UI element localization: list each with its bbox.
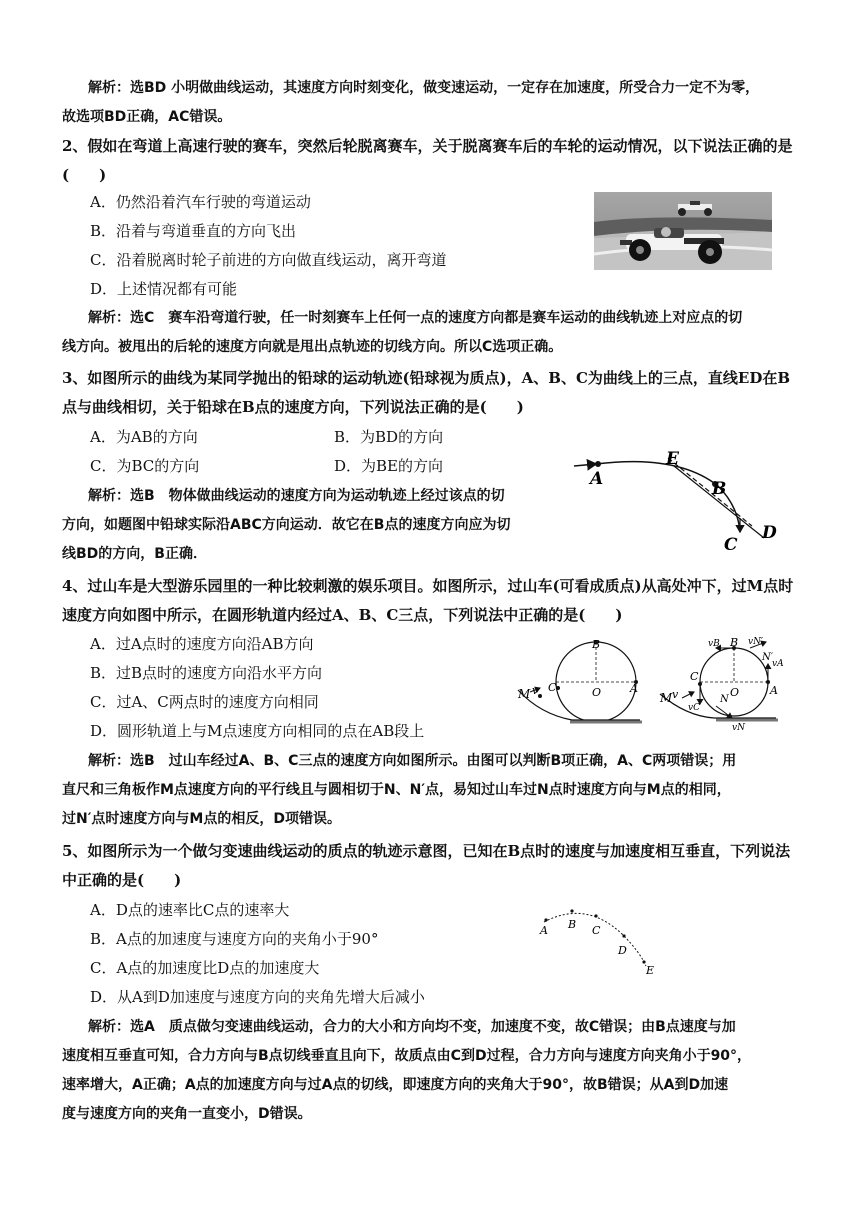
q5-analysis-line-4: 度与速度方向的夹角一直变小，D错误。 xyxy=(62,1106,312,1122)
q4-analysis-line-3: 过N′点时速度方向与M点的相反，D项错误。 xyxy=(62,811,341,827)
race-car-photo xyxy=(594,192,772,270)
q2-stem-line-2: ( ) xyxy=(62,166,107,184)
q4-right-label-a: A xyxy=(770,684,778,697)
q5-label-e: E xyxy=(646,964,655,977)
q5-stem-line-2: 中正确的是( ) xyxy=(62,871,182,889)
q4-right-label-vn-prime: vN′ xyxy=(748,637,764,647)
q4-option-a: A．过A点时的速度方向沿AB方向 xyxy=(90,635,314,653)
q4-right-label-va: vA xyxy=(772,659,784,669)
q4-right-label-vn: vN xyxy=(732,723,745,733)
q4-left-label-v: v xyxy=(532,684,539,697)
q4-stem-line-1: 4、过山车是大型游乐园里的一种比较刺激的娱乐项目。如图所示，过山车(可看成质点)从高处冲下，过M点时 xyxy=(62,577,794,595)
q3-stem-line-2: 点与曲线相切，关于铅球在B点的速度方向，下列说法正确的是( ) xyxy=(62,398,524,416)
q2-analysis-line-2: 线方向。被甩出的后轮的速度方向就是甩出点轨迹的切线方向。所以C选项正确。 xyxy=(62,339,563,355)
intro-analysis-line-1: 解析：选BD 小明做曲线运动，其速度方向时刻变化，做变速运动，一定存在加速度，所受合力一定不为零， xyxy=(88,80,760,96)
q5-label-d: D xyxy=(618,944,627,957)
q4-right-label-vc: vC xyxy=(688,703,700,713)
q3-option-a: A．为AB的方向 xyxy=(90,428,198,446)
q5-option-b: B．A点的加速度与速度方向的夹角小于90° xyxy=(90,930,379,948)
q4-right-label-c: C xyxy=(690,670,699,683)
q4-left-label-m: M xyxy=(518,687,531,701)
q4-right-label-n-prime: N′ xyxy=(762,652,774,663)
q5-analysis-line-2: 速度相互垂直可知，合力方向与B点切线垂直且向下，故质点由C到D过程，合力方向与速度方向夹角小于90°， xyxy=(62,1048,752,1064)
q5-label-c: C xyxy=(592,924,601,937)
intro-analysis-line-2: 故选项BD正确，AC错误。 xyxy=(62,109,232,125)
q3-analysis-line-2: 方向，如题图中铅球实际沿ABC方向运动．故它在B点的速度方向应为切 xyxy=(62,517,511,533)
q2-analysis-line-1: 解析：选C 赛车沿弯道行驶，任一时刻赛车上任何一点的速度方向都是赛车运动的曲线轨迹上对应点的切 xyxy=(88,310,743,326)
q4-stem-line-2: 速度方向如图中所示，在圆形轨道内经过A、B、C三点，下列说法中正确的是( ) xyxy=(62,606,623,624)
q3-label-a: A xyxy=(590,469,604,489)
q4-left-label-c: C xyxy=(548,681,557,694)
q4-analysis-line-1: 解析：选B 过山车经过A、B、C三点的速度方向如图所示。由图可以判断B项正确，A、C两项错误；用 xyxy=(88,753,737,769)
q4-left-label-b: B xyxy=(592,638,601,651)
q3-stem-line-1: 3、如图所示的曲线为某同学抛出的铅球的运动轨迹(铅球视为质点)，A、B、C为曲线上的三点，直线ED在B xyxy=(62,369,791,387)
q2-option-c: C．沿着脱离时轮子前进的方向做直线运动，离开弯道 xyxy=(90,251,447,269)
q4-right-label-vb: vB xyxy=(708,639,720,649)
shot-put-trajectory-figure xyxy=(568,446,784,558)
roller-coaster-figure xyxy=(510,636,800,736)
q3-label-c: C xyxy=(724,535,738,555)
q3-analysis-line-3: 线BD的方向，B正确． xyxy=(62,546,207,562)
q3-option-c: C．为BC的方向 xyxy=(90,457,200,475)
q4-option-c: C．过A、C两点时的速度方向相同 xyxy=(90,693,319,711)
q5-option-c: C．A点的加速度比D点的加速度大 xyxy=(90,959,320,977)
q5-analysis-line-3: 速率增大，A正确；A点的加速度方向与过A点的切线，即速度方向的夹角大于90°，故B错误；从A到D加速 xyxy=(62,1077,729,1093)
roller-coaster-right-loop xyxy=(659,636,784,733)
q4-right-label-v: v xyxy=(672,688,679,701)
q4-option-d: D．圆形轨道上与M点速度方向相同的点在AB段上 xyxy=(90,722,425,740)
particle-trajectory-figure xyxy=(536,906,666,978)
q3-label-e: E xyxy=(666,449,679,469)
q4-right-label-o: O xyxy=(730,686,740,699)
q4-left-label-a: A xyxy=(630,682,638,695)
q2-option-d: D．上述情况都有可能 xyxy=(90,280,238,298)
q3-option-d: D．为BE的方向 xyxy=(334,457,443,475)
q5-stem-line-1: 5、如图所示为一个做匀变速曲线运动的质点的轨迹示意图，已知在B点时的速度与加速度相互垂直，下列说法 xyxy=(62,842,791,860)
q2-option-a: A．仍然沿着汽车行驶的弯道运动 xyxy=(90,193,311,211)
q5-option-d: D．从A到D加速度与速度方向的夹角先增大后减小 xyxy=(90,988,425,1006)
q5-label-b: B xyxy=(568,918,577,931)
q5-label-a: A xyxy=(540,924,548,937)
q4-right-label-n: N xyxy=(720,694,729,705)
q5-analysis-line-1: 解析：选A 质点做匀变速曲线运动，合力的大小和方向均不变，加速度不变，故C错误；由B点速度与加 xyxy=(88,1019,736,1035)
q3-label-d: D xyxy=(762,523,777,543)
q4-right-label-b: B xyxy=(730,636,739,649)
q5-option-a: A．D点的速率比C点的速率大 xyxy=(90,901,290,919)
q2-stem-line-1: 2、假如在弯道上高速行驶的赛车，突然后轮脱离赛车，关于脱离赛车后的车轮的运动情况，以下说法正确的是 xyxy=(62,137,793,155)
q4-left-label-o: O xyxy=(592,686,602,699)
q3-analysis-line-1: 解析：选B 物体做曲线运动的速度方向为运动轨迹上经过该点的切 xyxy=(88,488,505,504)
q4-analysis-line-2: 直尺和三角板作M点速度方向的平行线且与圆相切于N、N′点，易知过山车过N点时速度方向与M点的相同， xyxy=(62,782,731,798)
q4-right-label-m: M xyxy=(660,691,673,705)
q3-option-b: B．为BD的方向 xyxy=(334,428,444,446)
roller-coaster-left-loop xyxy=(517,638,642,722)
q4-option-b: B．过B点时的速度方向沿水平方向 xyxy=(90,664,323,682)
q2-option-b: B．沿着与弯道垂直的方向飞出 xyxy=(90,222,297,240)
q3-label-b: B xyxy=(712,479,727,499)
